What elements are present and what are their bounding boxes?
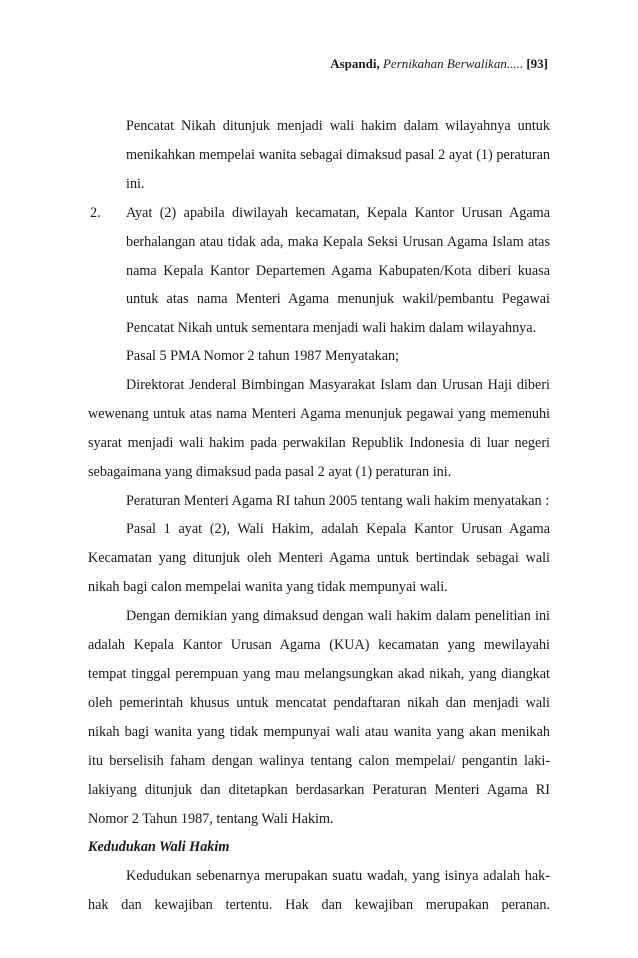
list-item-number: 2. [90, 204, 101, 221]
paragraph-peraturan: Peraturan Menteri Agama RI tahun 2005 tentang wali hakim menyatakan : [126, 492, 550, 509]
body-text [88, 342, 550, 920]
paragraph-kedudukan: Kedudukan sebenarnya merupakan suatu wadah, yang isinya adalah hak-hak dan kewajiban tertentu. Hak dan kewajiban merupakan peranan. [88, 868, 550, 914]
running-header [330, 56, 548, 72]
list-item-2 [88, 199, 550, 344]
section-heading: Kedudukan Wali Hakim [88, 839, 230, 856]
header-author: Aspandi, [330, 56, 380, 71]
paragraph-dengan-demikian: Dengan demikian yang dimaksud dengan wali hakim dalam penelitian ini adalah Kepala Kantor Urusan Agama (KUA) kecamatan yang mewilayahi tempat tinggal perempuan yang mau melangsungkan akad nikah, yang diangkat oleh pemerintah khusus untuk mencatat pendaftaran nikah dan menjadi wali nikah bagi wanita yang tidak mempunyai wali atau wanita yang akan menikah itu berselisih faham dengan walinya tentang calon mempelai/ pengantin laki- lakiyang ditunjuk dan ditetapkan berdasarkan Peraturan Menteri Agama RI Nomor 2 Tahun 1987, tentang Wali Hakim. [88, 608, 550, 827]
page-number: [93] [526, 56, 548, 71]
list-item-text: Pencatat Nikah ditunjuk menjadi wali hakim dalam wilayahnya untuk menikahkan mempelai wanita sebagai dimaksud pasal 2 ayat (1) peraturan ini. [126, 118, 550, 192]
list-item-text: Ayat (2) apabila diwilayah kecamatan, Kepala Kantor Urusan Agama berhalangan atau tidak ada, maka Kepala Seksi Urusan Agama Islam atas nama Kepala Kantor Departemen Agama Kabupaten/Kota diberi kuasa untuk atas nama Menteri Agama menunjuk wakil/pembantu Pegawai Pencatat Nikah untuk sementara menjadi wali hakim dalam wilayahnya. [126, 204, 550, 337]
paragraph-pasal-1: Pasal 1 ayat (2), Wali Hakim, adalah Kepala Kantor Urusan Agama Kecamatan yang ditunjuk oleh Menteri Agama untuk bertindak sebagai wali nikah bagi calon mempelai wanita yang tidak mempunyai wali. [88, 521, 550, 596]
paragraph-direktorat: Direktorat Jenderal Bimbingan Masyarakat Islam dan Urusan Haji diberi wewenang untuk atas nama Menteri Agama menunjuk pegawai yang memenuhi syarat menjadi wali hakim pada perwakilan Republik Indonesia di luar negeri sebagaimana yang dimaksud pada pasal 2 ayat (1) peraturan ini. [88, 376, 550, 480]
paragraph-pasal-5: Pasal 5 PMA Nomor 2 tahun 1987 Menyatakan; [126, 348, 400, 364]
numbered-list [88, 112, 550, 343]
list-item-continuation [88, 112, 550, 199]
header-title: Pernikahan Berwalikan..... [382, 56, 524, 71]
